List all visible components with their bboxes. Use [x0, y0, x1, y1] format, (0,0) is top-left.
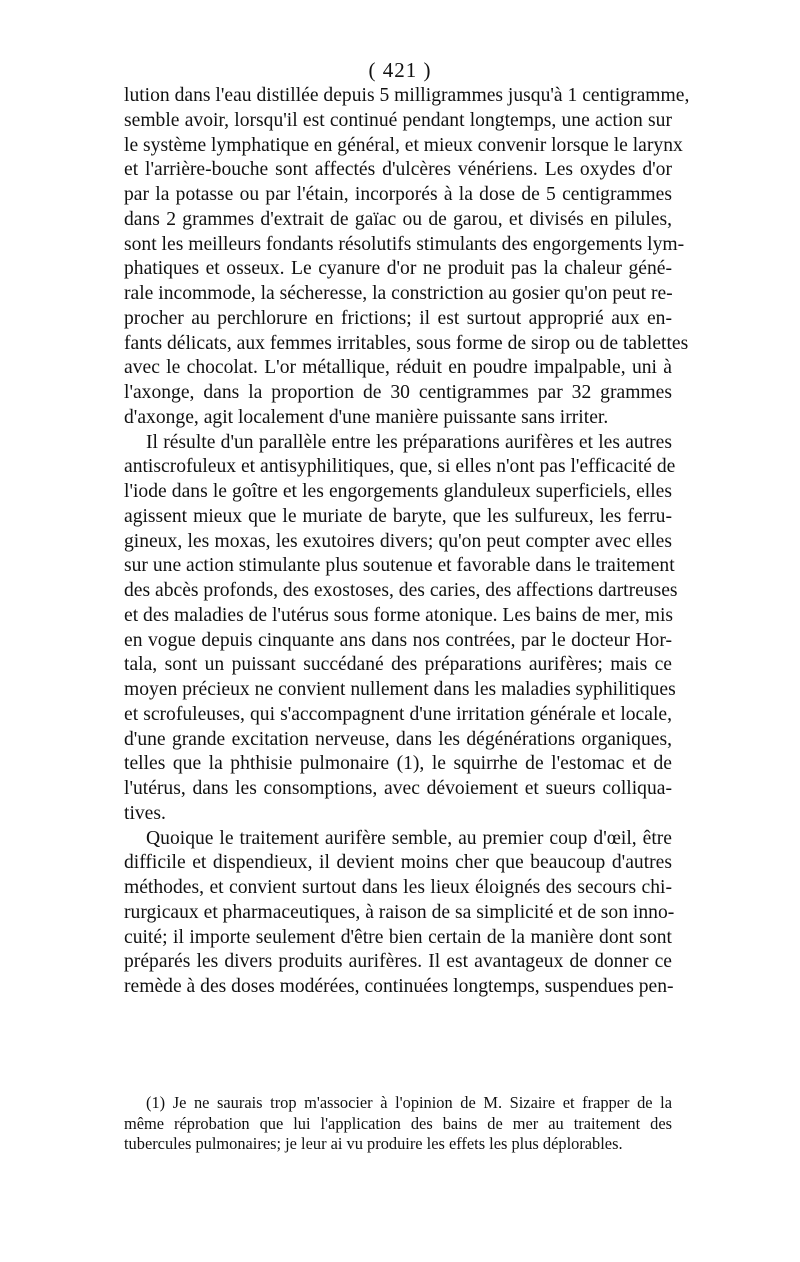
paragraph-1 — [124, 84, 690, 431]
text-line: l'utérus, dans les consomptions, avec dévoiement et sueurs colliqua- — [124, 778, 672, 799]
text-line: tives. — [124, 802, 166, 824]
text-line: agissent mieux que le muriate de baryte, que les sulfureux, les ferru- — [124, 505, 672, 527]
text-line: telles que la phthisie pulmonaire (1), le squirrhe de l'estomac et de — [124, 753, 672, 775]
text-line: avec le chocolat. L'or métallique, réduit en poudre impalpable, uni à — [124, 357, 672, 379]
text-line: rale incommode, la sécheresse, la constriction au gosier qu'on peut re- — [124, 283, 673, 304]
text-line: l'iode dans le goître et les engorgements glanduleux superficiels, elles — [124, 481, 672, 502]
text-line: sont les meilleurs fondants résolutifs stimulants des engorgements lym- — [124, 233, 685, 255]
footnote — [124, 1093, 672, 1155]
text-line: préparés les divers produits aurifères. Il est avantageux de donner ce — [124, 951, 672, 973]
text-line: et l'arrière-bouche sont affectés d'ulcères vénériens. Les oxydes d'or — [124, 159, 672, 181]
footnote-line: (1) Je ne saurais trop m'associer à l'opinion de M. Sizaire et frapper de la — [146, 1093, 672, 1112]
text-line: lution dans l'eau distillée depuis 5 milligrammes jusqu'à 1 centigramme, — [124, 85, 690, 106]
text-line: dans 2 grammes d'extrait de gaïac ou de garou, et divisés en pilules, — [124, 208, 672, 230]
text-line: phatiques et osseux. Le cyanure d'or ne produit pas la chaleur géné- — [124, 258, 672, 280]
text-line: et des maladies de l'utérus sous forme atonique. Les bains de mer, mis — [124, 604, 674, 626]
text-line: sur une action stimulante plus soutenue et favorable dans le traitement — [124, 555, 675, 577]
text-line: tala, sont un puissant succédané des préparations aurifères; mais ce — [124, 654, 672, 676]
text-line: en vogue depuis cinquante ans dans nos contrées, par le docteur Hor- — [124, 629, 672, 651]
footnote-line: tubercules pulmonaires; je leur ai vu produire les effets les plus déplorables. — [124, 1134, 623, 1153]
text-line: fants délicats, aux femmes irritables, sous forme de sirop ou de tablettes — [124, 332, 689, 354]
text-line: remède à des doses modérées, continuées longtemps, suspendues pen- — [124, 976, 674, 997]
text-line: le système lymphatique en général, et mieux convenir lorsque le larynx — [124, 134, 683, 156]
text-line: l'axonge, dans la proportion de 30 centigrammes par 32 grammes — [124, 382, 672, 403]
text-line: Il résulte d'un parallèle entre les préparations aurifères et les autres — [146, 431, 672, 453]
paragraph-3 — [124, 827, 675, 1000]
text-line: d'axonge, agit localement d'une manière puissante sans irriter. — [124, 406, 609, 428]
text-line: difficile et dispendieux, il devient moins cher que beaucoup d'autres — [124, 852, 672, 874]
text-line: d'une grande excitation nerveuse, dans les dégénérations organiques, — [124, 728, 672, 750]
text-line: et scrofuleuses, qui s'accompagnent d'une irritation générale et locale, — [124, 703, 672, 725]
text-line: moyen précieux ne convient nullement dans les maladies syphilitiques — [124, 679, 676, 700]
paragraph-2 — [124, 431, 678, 827]
footnote-line: même réprobation que lui l'application des bains de mer au traitement des — [124, 1113, 672, 1133]
text-line: semble avoir, lorsqu'il est continué pendant longtemps, une action sur — [124, 109, 672, 131]
page-number: ( 421 ) — [368, 58, 432, 82]
text-line: Quoique le traitement aurifère semble, au premier coup d'œil, être — [146, 827, 672, 849]
text-line: par la potasse ou par l'étain, incorporés à la dose de 5 centigrammes — [124, 184, 672, 205]
text-line: des abcès profonds, des exostoses, des caries, des affections dartreuses — [124, 580, 678, 601]
body-text — [124, 84, 690, 1000]
text-line: antiscrofuleux et antisyphilitiques, que, si elles n'ont pas l'efficacité de — [124, 456, 676, 478]
text-line: procher au perchlorure en frictions; il est surtout approprié aux en- — [124, 307, 672, 329]
text-line: cuité; il importe seulement d'être bien certain de la manière dont sont — [124, 926, 672, 948]
text-line: méthodes, et convient surtout dans les lieux éloignés des secours chi- — [124, 877, 672, 898]
text-line: rurgicaux et pharmaceutiques, à raison de sa simplicité et de son inno- — [124, 901, 675, 923]
text-line: gineux, les moxas, les exutoires divers; qu'on peut compter avec elles — [124, 530, 672, 552]
